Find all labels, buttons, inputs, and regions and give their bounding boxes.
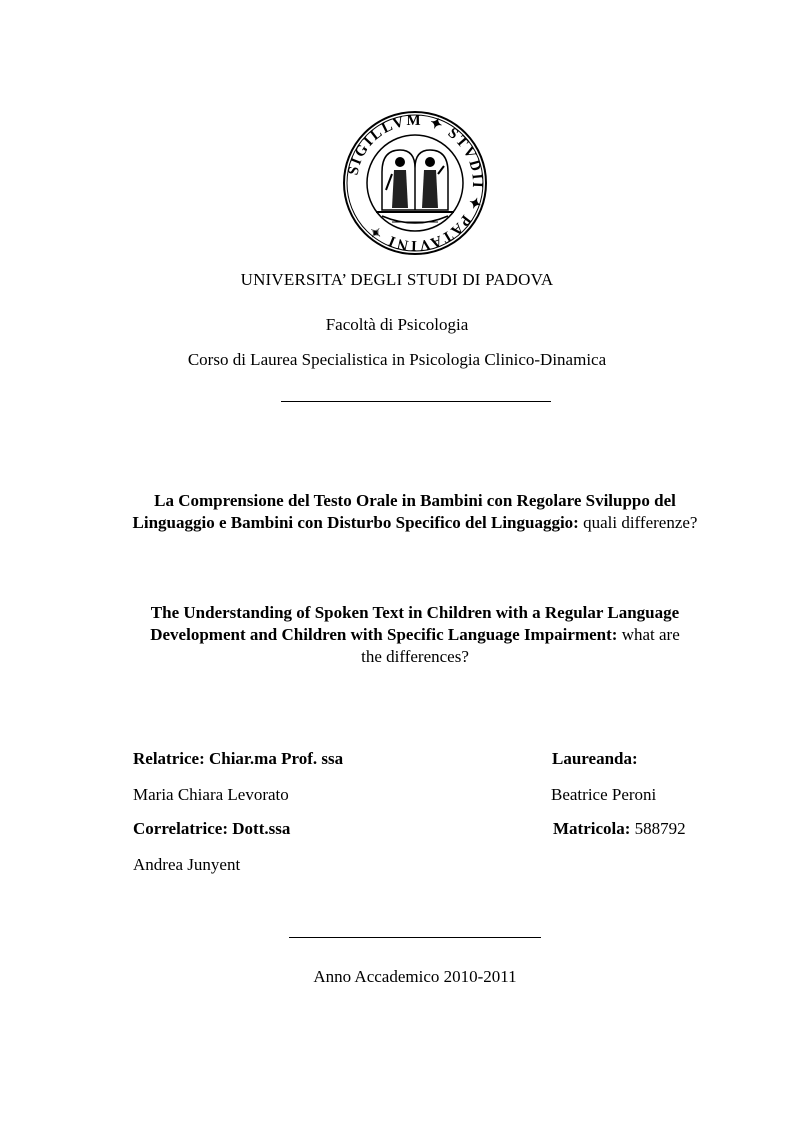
header-divider bbox=[281, 401, 551, 402]
matricola-label: Matricola: bbox=[553, 819, 631, 838]
correlatrice-label: Correlatrice: Dott.ssa bbox=[133, 819, 291, 838]
thesis-title-italian-bold: La Comprensione del Testo Orale in Bambini con Regolare Sviluppo del Linguaggio e Bambini con Disturbo Specifico del Linguaggio: bbox=[132, 491, 676, 532]
thesis-title-english bbox=[150, 602, 680, 668]
course-name: Corso di Laurea Specialistica in Psicologia Clinico-Dinamica bbox=[187, 350, 607, 369]
correlatrice-name: Andrea Junyent bbox=[133, 855, 241, 874]
svg-text:SIGILLVM ✦ STVDII ✦ PATAVINI ✦: SIGILLVM ✦ STVDII ✦ PATAVINI ✦ bbox=[345, 112, 486, 254]
relatrice-label: Relatrice: Chiar.ma Prof. ssa bbox=[133, 749, 344, 768]
relatrice-name: Maria Chiara Levorato bbox=[133, 785, 289, 804]
laureanda-label: Laureanda: bbox=[552, 749, 638, 768]
footer-divider bbox=[289, 937, 541, 938]
academic-year: Anno Accademico 2010-2011 bbox=[313, 967, 517, 986]
matricola bbox=[553, 819, 686, 839]
university-seal bbox=[342, 110, 488, 256]
laureanda-name: Beatrice Peroni bbox=[551, 785, 657, 804]
matricola-value: 588792 bbox=[630, 819, 686, 838]
university-name: UNIVERSITA’ DEGLI STUDI DI PADOVA bbox=[240, 270, 554, 289]
thesis-title-english-normal: what are the differences? bbox=[361, 625, 680, 666]
seal-graphic bbox=[342, 110, 488, 256]
faculty-name: Facoltà di Psicologia bbox=[325, 315, 469, 334]
thesis-title-italian-normal: quali differenze? bbox=[578, 513, 698, 532]
thesis-title-english-bold: The Understanding of Spoken Text in Children with a Regular Language Development and Children with Specific Language Impairment: bbox=[150, 603, 680, 644]
thesis-title-italian bbox=[120, 490, 710, 534]
